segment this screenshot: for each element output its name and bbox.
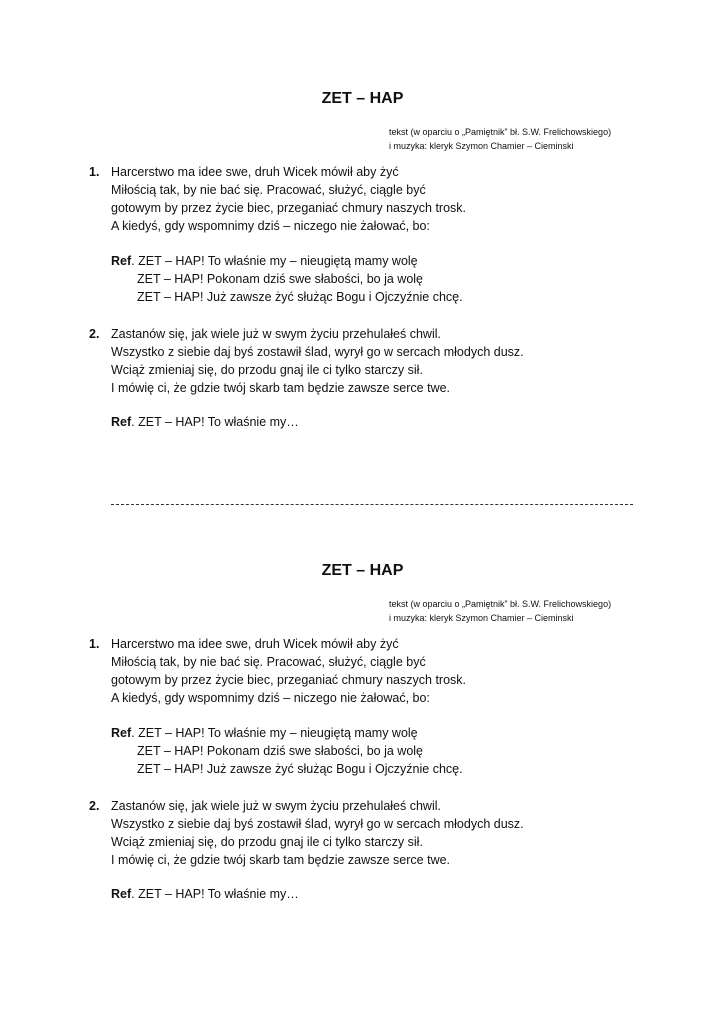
verse-line: I mówię ci, że gdzie twój skarb tam będzie zawsze serce twe. bbox=[111, 381, 451, 395]
verse-line: A kiedyś, gdy wspomnimy dziś – niczego nie żałować, bo: bbox=[111, 219, 430, 233]
verse-number: 1. bbox=[89, 637, 100, 651]
verse-line: Harcerstwo ma idee swe, druh Wicek mówił aby żyć bbox=[111, 637, 399, 651]
refrain-short bbox=[111, 885, 299, 903]
refrain-line bbox=[111, 724, 463, 742]
verse-line: Zastanów się, jak wiele już w swym życiu przehulałeś chwil. bbox=[111, 327, 441, 341]
credits-line: tekst (w oparciu o „Pamiętnik” bł. S.W. Frelichowskiego) bbox=[389, 599, 612, 609]
song-title: ZET – HAP bbox=[321, 562, 404, 579]
credits-line: tekst (w oparciu o „Pamiętnik” bł. S.W. Frelichowskiego) bbox=[389, 127, 612, 137]
song-sheet-top bbox=[0, 0, 725, 470]
song-credits bbox=[389, 125, 611, 153]
verse-number: 1. bbox=[89, 165, 100, 179]
verse-line: Wszystko z siebie daj byś zostawił ślad, wyrył go w sercach młodych dusz. bbox=[111, 817, 524, 831]
verse-line: A kiedyś, gdy wspomnimy dziś – niczego nie żałować, bo: bbox=[111, 691, 430, 705]
verse-line: Harcerstwo ma idee swe, druh Wicek mówił aby żyć bbox=[111, 165, 399, 179]
refrain-label: Ref bbox=[111, 415, 132, 429]
verse-line: gotowym by przez życie biec, przeganiać chmury naszych trosk. bbox=[111, 673, 466, 687]
verse-number: 2. bbox=[89, 327, 100, 341]
refrain-text: . ZET – HAP! To właśnie my… bbox=[131, 415, 299, 429]
refrain-line bbox=[111, 252, 463, 270]
refrain-short bbox=[111, 413, 299, 431]
refrain bbox=[111, 252, 463, 306]
verse-line: Miłością tak, by nie bać się. Pracować, służyć, ciągle być bbox=[111, 655, 426, 669]
verse-line: I mówię ci, że gdzie twój skarb tam będzie zawsze serce twe. bbox=[111, 853, 451, 867]
song-title: ZET – HAP bbox=[321, 90, 404, 107]
refrain-line: ZET – HAP! Pokonam dziś swe słabości, bo ja wolę bbox=[137, 272, 424, 286]
refrain bbox=[111, 724, 463, 778]
refrain-line: ZET – HAP! Już zawsze żyć służąc Bogu i Ojczyźnie chcę. bbox=[137, 290, 463, 304]
refrain-line: ZET – HAP! Już zawsze żyć służąc Bogu i Ojczyźnie chcę. bbox=[137, 762, 463, 776]
refrain-label: Ref bbox=[111, 254, 132, 268]
verse-line: gotowym by przez życie biec, przeganiać chmury naszych trosk. bbox=[111, 201, 466, 215]
verse-line: Miłością tak, by nie bać się. Pracować, służyć, ciągle być bbox=[111, 183, 426, 197]
refrain-text: . ZET – HAP! To właśnie my… bbox=[131, 887, 299, 901]
verse-line: Wciąż zmieniaj się, do przodu gnaj ile ci tylko starczy sił. bbox=[111, 363, 423, 377]
song-credits bbox=[389, 597, 611, 625]
refrain-text: . ZET – HAP! To właśnie my – nieugiętą mamy wolę bbox=[131, 254, 418, 268]
verse-line: Wciąż zmieniaj się, do przodu gnaj ile ci tylko starczy sił. bbox=[111, 835, 423, 849]
verse-number: 2. bbox=[89, 799, 100, 813]
verse-line: Wszystko z siebie daj byś zostawił ślad, wyrył go w sercach młodych dusz. bbox=[111, 345, 524, 359]
credits-line: i muzyka: kleryk Szymon Chamier – Cieminski bbox=[389, 613, 574, 623]
refrain-line bbox=[111, 413, 299, 431]
refrain-text: . ZET – HAP! To właśnie my – nieugiętą mamy wolę bbox=[131, 726, 418, 740]
credits-line: i muzyka: kleryk Szymon Chamier – Cieminski bbox=[389, 141, 574, 151]
refrain-label: Ref bbox=[111, 887, 132, 901]
refrain-line bbox=[111, 885, 299, 903]
refrain-line: ZET – HAP! Pokonam dziś swe słabości, bo ja wolę bbox=[137, 744, 424, 758]
verse-line: Zastanów się, jak wiele już w swym życiu przehulałeś chwil. bbox=[111, 799, 441, 813]
refrain-label: Ref bbox=[111, 726, 132, 740]
song-sheet-bottom bbox=[0, 472, 725, 942]
